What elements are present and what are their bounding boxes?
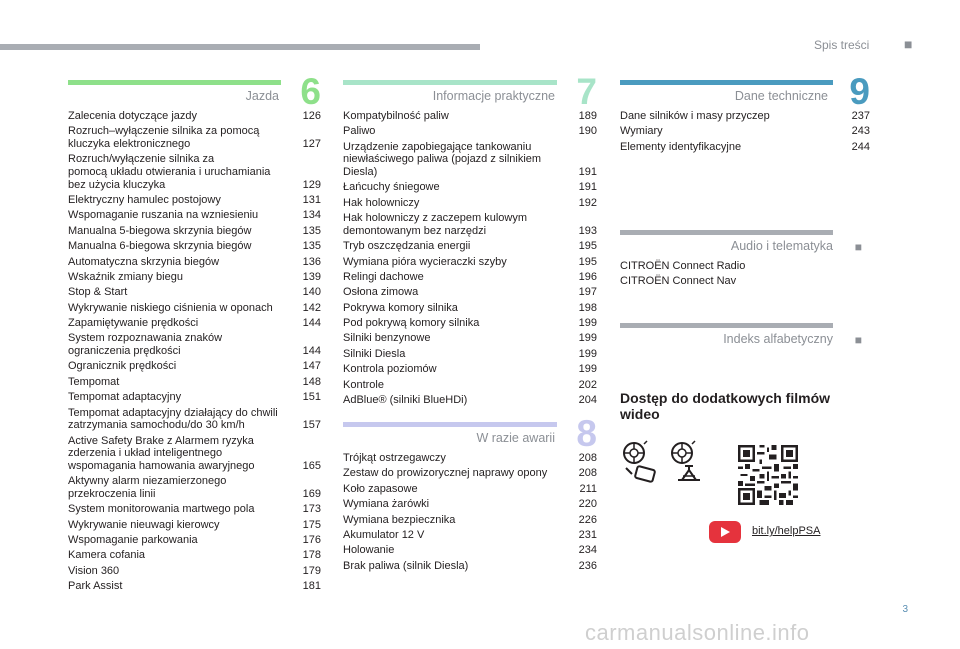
extra-videos-title: Dostęp do dodatkowych filmów wideo [620, 390, 831, 422]
entry-page: 144 [302, 345, 321, 358]
toc-entry[interactable] [343, 240, 597, 253]
toc-entry[interactable] [68, 360, 321, 373]
entry-title: Rozruch/wyłączenie silnika za pomocą układu otwierania i uruchamiania bez użycia kluczyka [68, 153, 271, 191]
entry-list [620, 260, 870, 288]
section-bar [620, 80, 833, 85]
toc-entry[interactable] [68, 407, 321, 432]
entry-page: 131 [302, 193, 321, 206]
entry-list [343, 110, 597, 407]
toc-entry[interactable] [343, 363, 597, 376]
toc-link[interactable]: Spis treści [814, 38, 870, 52]
entry-page: 198 [578, 301, 597, 314]
entry-page: 181 [302, 580, 321, 593]
entry-title: Kontrole [343, 378, 384, 391]
toc-marker: ■ [904, 36, 913, 52]
entry-page: 157 [302, 419, 321, 432]
toc-entry[interactable] [68, 125, 321, 150]
entry-page: 243 [851, 125, 870, 138]
tyre-repair-kit-icon [620, 440, 660, 489]
entry-page: 135 [302, 224, 321, 237]
toc-entry[interactable] [620, 141, 870, 154]
entry-title: Ogranicznik prędkości [68, 360, 177, 373]
section-header [620, 228, 870, 260]
entry-title: Vision 360 [68, 564, 120, 577]
toc-entry[interactable] [68, 302, 321, 315]
entry-title: Osłona zimowa [343, 286, 419, 299]
toc-entry[interactable] [343, 498, 597, 511]
entry-title: Zestaw do prowizorycznej naprawy opony [343, 467, 548, 480]
entry-title: Wspomaganie ruszania na wzniesieniu [68, 209, 259, 222]
toc-entry[interactable] [68, 194, 321, 207]
entry-page: 193 [578, 224, 597, 237]
toc-entry[interactable] [343, 529, 597, 542]
toc-entry[interactable] [68, 225, 321, 238]
toc-entry[interactable] [343, 317, 597, 330]
toc-entry[interactable] [343, 452, 597, 465]
toc-entry[interactable] [343, 560, 597, 573]
section-number[interactable]: 8 [576, 413, 597, 454]
entry-title: Pod pokrywą komory silnika [343, 317, 480, 330]
toc-entry[interactable] [343, 514, 597, 527]
entry-title: Stop & Start [68, 286, 128, 299]
toc-entry[interactable] [68, 519, 321, 532]
entry-title: Akumulator 12 V [343, 528, 425, 541]
entry-page: 236 [578, 559, 597, 572]
entry-list [343, 452, 597, 572]
toc-entry[interactable] [343, 110, 597, 123]
entry-title: Wymiana żarówki [343, 498, 430, 511]
entry-page: 197 [578, 286, 597, 299]
entry-title: Wymiary [620, 125, 663, 138]
entry-page: 191 [578, 181, 597, 194]
toc-entry[interactable] [620, 260, 870, 273]
toc-entry[interactable] [343, 379, 597, 392]
entry-page: 144 [302, 317, 321, 330]
entry-title: Relingi dachowe [343, 270, 424, 283]
toc-entry[interactable] [68, 317, 321, 330]
help-link[interactable]: bit.ly/helpPSA [752, 525, 821, 537]
entry-title: Koło zapasowe [343, 482, 418, 495]
section-title[interactable]: Dane techniczne [734, 89, 828, 103]
entry-title: Trójkąt ostrzegawczy [343, 452, 446, 464]
toc-entry[interactable] [620, 110, 870, 123]
entry-title: Aktywny alarm niezamierzonego przekroczenia linii [68, 475, 227, 500]
toc-entry[interactable] [68, 565, 321, 578]
entry-title: Silniki Diesla [343, 347, 406, 360]
entry-title: Manualna 5-biegowa skrzynia biegów [68, 224, 252, 237]
entry-page: 195 [578, 255, 597, 268]
entry-page: 204 [578, 394, 597, 407]
toc-entry[interactable] [343, 544, 597, 557]
entry-page: 148 [302, 375, 321, 388]
toc-entry[interactable] [343, 125, 597, 138]
section-header [68, 71, 321, 112]
entry-title: Wspomaganie parkowania [68, 533, 198, 546]
entry-title: Kompatybilność paliw [343, 110, 449, 122]
top-bar [0, 44, 480, 50]
entry-title: Tempomat adaptacyjny działający do chwili zatrzymania samochodu/do 30 km/h [68, 406, 278, 432]
toc-entry[interactable] [343, 212, 597, 237]
entry-title: Zapamiętywanie prędkości [68, 317, 199, 330]
entry-page: 179 [302, 564, 321, 577]
toc-entry[interactable] [68, 391, 321, 404]
section-informacje [343, 71, 597, 409]
entry-title: Park Assist [68, 580, 123, 593]
toc-entry[interactable] [68, 286, 321, 299]
toc-entry[interactable] [343, 197, 597, 210]
entry-page: 199 [578, 332, 597, 345]
entry-title: Kamera cofania [68, 549, 146, 562]
entry-title: Active Safety Brake z Alarmem ryzyka zderzenia i układ inteligentnego wspomagania hamowania awaryjnego [68, 434, 255, 472]
entry-title: CITROËN Connect Radio [620, 260, 746, 272]
section-marker: ■ [854, 240, 862, 254]
section-bar [620, 323, 833, 328]
toc-entry[interactable] [343, 332, 597, 345]
section-header [343, 413, 597, 454]
entry-title: CITROËN Connect Nav [620, 275, 737, 288]
section-dane [620, 71, 870, 156]
entry-page: 142 [302, 301, 321, 314]
entry-page: 199 [578, 317, 597, 330]
section-title[interactable]: Indeks alfabetyczny [723, 332, 833, 346]
entry-title: Hak holowniczy [343, 196, 420, 209]
section-number[interactable]: 9 [849, 71, 870, 112]
entry-title: Brak paliwa (silnik Diesla) [343, 559, 469, 572]
entry-title: Zalecenia dotyczące jazdy [68, 110, 198, 122]
entry-page: 126 [302, 110, 321, 122]
watermark: carmanualsonline.info [585, 620, 810, 645]
section-title[interactable]: Jazda [245, 89, 279, 103]
entry-page: 136 [302, 255, 321, 268]
entry-title: Wykrywanie nieuwagi kierowcy [68, 518, 220, 531]
entry-title: Wymiana pióra wycieraczki szyby [343, 255, 507, 268]
toc-entry[interactable] [68, 549, 321, 562]
entry-title: Hak holowniczy z zaczepem kulowym demontowanym bez narzędzi [343, 212, 528, 237]
toc-entry[interactable] [68, 256, 321, 269]
entry-page: 234 [578, 544, 597, 557]
toc-entry[interactable] [68, 153, 321, 191]
entry-page: 208 [578, 452, 597, 464]
entry-page: 129 [302, 178, 321, 191]
section-header [620, 321, 870, 353]
entry-page: 178 [302, 549, 321, 562]
section-number[interactable]: 6 [300, 71, 321, 112]
section-bar [343, 80, 557, 85]
entry-title: Holowanie [343, 544, 395, 557]
entry-page: 127 [302, 137, 321, 150]
entry-page: 165 [302, 459, 321, 472]
entry-title: Elektryczny hamulec postojowy [68, 193, 221, 206]
entry-title: Łańcuchy śniegowe [343, 181, 440, 194]
section-audio [620, 228, 870, 291]
entry-page: 208 [578, 467, 597, 480]
section-jazda [68, 71, 321, 596]
toc-entry[interactable] [68, 475, 321, 500]
section-title[interactable]: Audio i telematyka [730, 239, 833, 253]
entry-title: Wykrywanie niskiego ciśnienia w oponach [68, 301, 273, 314]
entry-title: Urządzenie zapobiegające tankowaniu niewłaściwego paliwa (pojazd z silnikiem Diesla) [343, 140, 542, 178]
section-indeks [620, 321, 870, 353]
toc-entry[interactable] [620, 125, 870, 138]
entry-page: 151 [302, 391, 321, 404]
entry-page: 202 [578, 378, 597, 391]
toc-entry[interactable] [68, 534, 321, 547]
entry-list [620, 110, 870, 153]
section-bar [68, 80, 281, 85]
entry-title: Tryb oszczędzania energii [343, 240, 471, 253]
toc-entry[interactable] [343, 271, 597, 284]
entry-title: System monitorowania martwego pola [68, 503, 255, 516]
entry-title: Paliwo [343, 125, 376, 138]
spare-wheel-jack-icon [668, 440, 708, 489]
toc-entry[interactable] [343, 394, 597, 407]
page-number: 3 [902, 604, 908, 615]
entry-page: 199 [578, 363, 597, 376]
section-bar [620, 230, 833, 235]
entry-page: 173 [302, 503, 321, 516]
section-header [620, 71, 870, 112]
toc-entry[interactable] [68, 209, 321, 222]
entry-title: Pokrywa komory silnika [343, 301, 458, 314]
entry-page: 237 [851, 110, 870, 122]
toc-entry[interactable] [68, 332, 321, 357]
entry-title: System rozpoznawania znaków ograniczenia prędkości [68, 332, 223, 358]
entry-page: 140 [302, 286, 321, 299]
entry-page: 135 [302, 240, 321, 253]
entry-page: 147 [302, 360, 321, 373]
entry-title: Automatyczna skrzynia biegów [68, 255, 220, 268]
section-title[interactable]: Informacje praktyczne [432, 89, 555, 103]
entry-page: 220 [578, 498, 597, 511]
toc-entry[interactable] [68, 503, 321, 516]
toc-entry[interactable] [343, 467, 597, 480]
youtube-icon[interactable] [709, 521, 741, 543]
entry-page: 189 [578, 110, 597, 122]
toc-entry[interactable] [68, 271, 321, 284]
entry-title: Wskaźnik zmiany biegu [68, 270, 183, 283]
section-bar [343, 422, 557, 427]
entry-title: Kontrola poziomów [343, 363, 437, 376]
entry-page: 134 [302, 209, 321, 222]
entry-title: Silniki benzynowe [343, 332, 431, 345]
toc-entry[interactable] [68, 376, 321, 389]
entry-page: 195 [578, 240, 597, 253]
entry-page: 199 [578, 347, 597, 360]
toc-entry[interactable] [68, 580, 321, 593]
entry-title: AdBlue® (silniki BlueHDi) [343, 394, 468, 407]
entry-list [68, 110, 321, 593]
toc-entry[interactable] [343, 348, 597, 361]
entry-title: Wymiana bezpiecznika [343, 513, 456, 526]
section-awarii [343, 413, 597, 575]
qr-code-icon[interactable] [738, 445, 798, 510]
toc-entry[interactable] [343, 286, 597, 299]
toc-entry[interactable] [343, 302, 597, 315]
entry-page: 176 [302, 533, 321, 546]
toc-entry[interactable] [620, 275, 870, 288]
entry-page: 192 [578, 196, 597, 209]
section-title[interactable]: W razie awarii [476, 431, 555, 445]
entry-page: 196 [578, 270, 597, 283]
entry-page: 175 [302, 518, 321, 531]
entry-page: 244 [851, 140, 870, 153]
entry-title: Dane silników i masy przyczep [620, 110, 770, 122]
section-header [343, 71, 597, 112]
entry-page: 226 [578, 513, 597, 526]
entry-title: Manualna 6-biegowa skrzynia biegów [68, 240, 252, 253]
entry-page: 169 [302, 487, 321, 500]
toc-entry[interactable] [343, 181, 597, 194]
section-number[interactable]: 7 [576, 71, 597, 112]
toc-entry[interactable] [68, 435, 321, 473]
entry-title: Tempomat adaptacyjny [68, 391, 182, 404]
section-marker: ■ [854, 333, 862, 347]
entry-title: Tempomat [68, 375, 120, 388]
entry-page: 231 [578, 528, 597, 541]
toc-entry[interactable] [343, 256, 597, 269]
toc-entry[interactable] [68, 110, 321, 123]
entry-page: 139 [302, 270, 321, 283]
toc-entry[interactable] [68, 240, 321, 253]
toc-entry[interactable] [343, 483, 597, 496]
toc-entry[interactable] [343, 141, 597, 179]
entry-page: 191 [578, 165, 597, 178]
entry-title: Elementy identyfikacyjne [620, 140, 742, 153]
entry-page: 211 [579, 482, 597, 495]
entry-page: 190 [578, 125, 597, 138]
entry-title: Rozruch–wyłączenie silnika za pomocą kluczyka elektronicznego [68, 125, 260, 150]
